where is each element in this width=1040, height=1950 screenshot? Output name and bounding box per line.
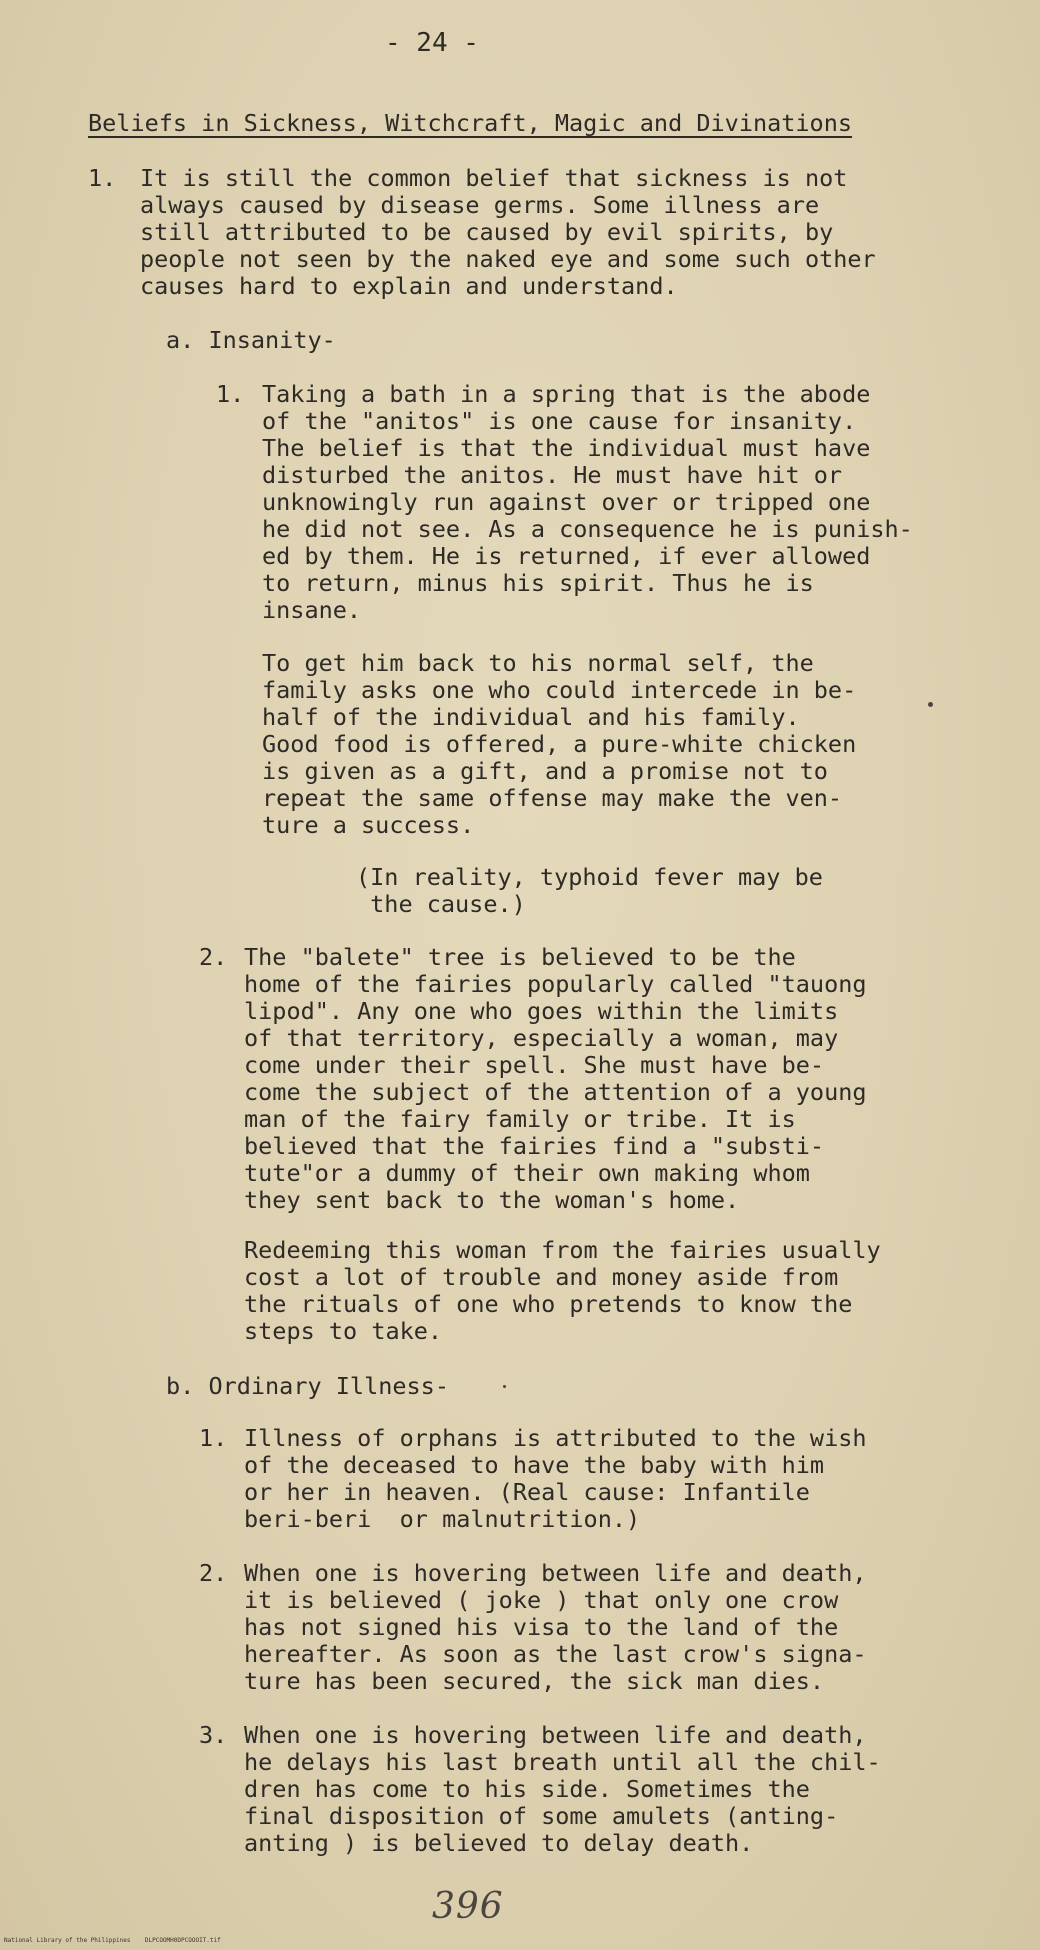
page-number: - 24 - [385, 28, 479, 58]
section-heading: Beliefs in Sickness, Witchcraft, Magic and Divinations [88, 109, 853, 137]
intro-number: 1. [88, 164, 117, 192]
ink-speck [928, 702, 933, 707]
a-item-1-paragraph: Taking a bath in a spring that is the abode of the "anitos" is one cause for insanity. The belief is that the individual must have disturbed the anitos. He must have hit or unknowingly run against over or tripped one he did not see. As a consequence he is punish- ed by them. He is returned, if ever allowed to return, minus his spirit. Thus he is insane. [262, 380, 913, 624]
b-item-1-number: 1. [199, 1424, 228, 1452]
b-item-2-number: 2. [199, 1559, 228, 1587]
b-item-3-number: 3. [199, 1721, 228, 1749]
subsection-a-label: a. Insanity- [166, 326, 336, 354]
b-item-3-paragraph: When one is hovering between life and death, he delays his last breath until all the chil- dren has come to his side. Sometimes the final disposition of some amulets (anting- anting ) is believed to delay death. [244, 1721, 881, 1857]
scan-footer: National Library of the Philippines DLPCOOMH0DPCOOOIT.tif [4, 1937, 221, 1944]
a-item-2-number: 2. [199, 943, 228, 971]
ink-speck [503, 1385, 506, 1388]
intro-paragraph: It is still the common belief that sickness is not always caused by disease germs. Some illness are still attributed to be caused by evil spirits, by people not seen by the naked eye and some such other causes hard to explain and understand. [140, 164, 876, 300]
a-item-1-note: (In reality, typhoid fever may be the cause.) [356, 863, 823, 918]
a-item-2-paragraph-2: Redeeming this woman from the fairies usually cost a lot of trouble and money aside from the rituals of one who pretends to know the steps to take. [244, 1236, 881, 1345]
a-item-1-paragraph-2: To get him back to his normal self, the family asks one who could intercede in be- half of the individual and his family. Good food is offered, a pure-white chicken is given as a gift, and a promise not to repeat the same offense may make the ven- ture a success. [262, 649, 857, 839]
b-item-2-paragraph: When one is hovering between life and death, it is believed ( joke ) that only one crow has not signed his visa to the land of the hereafter. As soon as the last crow's signa- ture has been secured, the sick man dies. [244, 1559, 867, 1695]
a-item-2-paragraph: The "balete" tree is believed to be the home of the fairies popularly called "tauong lipod". Any one who goes within the limits of that territory, especially a woman, may come under their spell. She must have be- come the subject of the attention of a young man of the fairy family or tribe. It is believed that the fairies find a "substi- tute"or a dummy of their own making whom they sent back to the woman's home. [244, 943, 867, 1214]
subsection-b-label: b. Ordinary Illness- [166, 1372, 449, 1400]
handwritten-page-number: 396 [432, 1886, 504, 1927]
a-item-1-number: 1. [216, 380, 245, 408]
b-item-1-paragraph: Illness of orphans is attributed to the wish of the deceased to have the baby with him or her in heaven. (Real cause: Infantile beri-beri or malnutrition.) [244, 1424, 867, 1533]
